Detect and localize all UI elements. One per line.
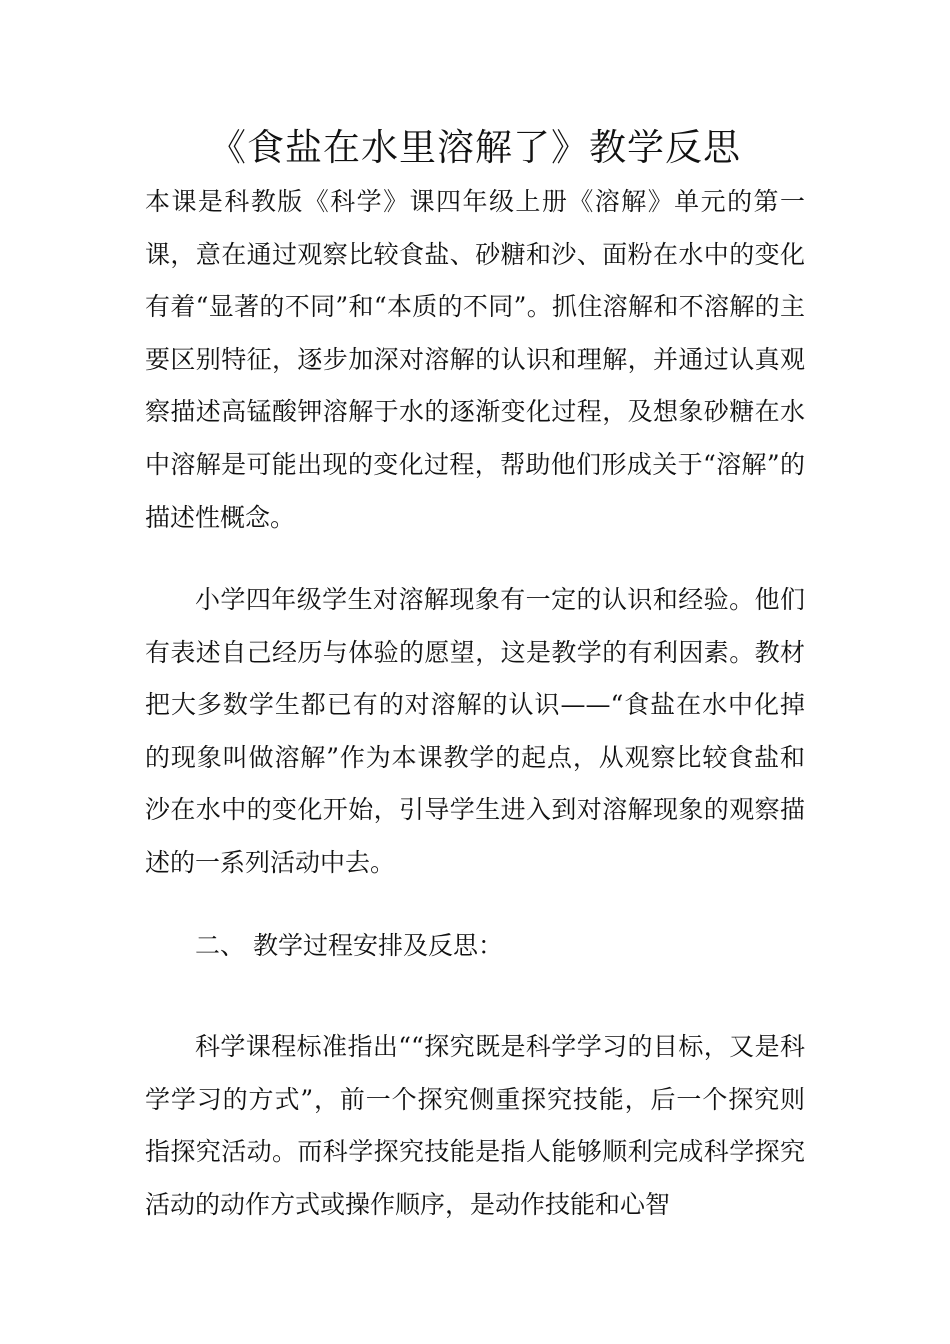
section-heading: 二、 教学过程安排及反思：: [195, 931, 503, 960]
paragraph-intro: 本课是科教版《科学》课四年级上册《溶解》单元的第一课，意在通过观察比较食盐、砂糖和沙、面粉在水中的变化有着“显著的不同”和“本质的不同”。抓住溶解和不溶解的主要区别特征，逐步加深对溶解的认识和理解，并通过认真观察描述高锰酸钾溶解于水的逐渐变化过程，及想象砂糖在水中溶解是可能出现的变化过程，帮助他们形成关于“溶解”的描述性概念。: [145, 187, 805, 532]
document-title: 《食盐在水里溶解了》教学反思: [209, 126, 741, 169]
paragraph-curriculum: 科学课程标准指出““探究既是科学学习的目标，又是科学学习的方式”，前一个探究侧重探究技能，后一个探究则指探究活动。而科学探究技能是指人能够顺利完成科学探究活动的动作方式或操作顺序，是动作技能和心智: [145, 1032, 805, 1219]
paragraph-students: 小学四年级学生对溶解现象有一定的认识和经验。他们有表述自己经历与体验的愿望，这是教学的有利因素。教材把大多数学生都已有的对溶解的认识——“食盐在水中化掉的现象叫做溶解”作为本课教学的起点，从观察比较食盐和沙在水中的变化开始，引导学生进入到对溶解现象的观察描述的一系列活动中去。: [145, 585, 805, 877]
